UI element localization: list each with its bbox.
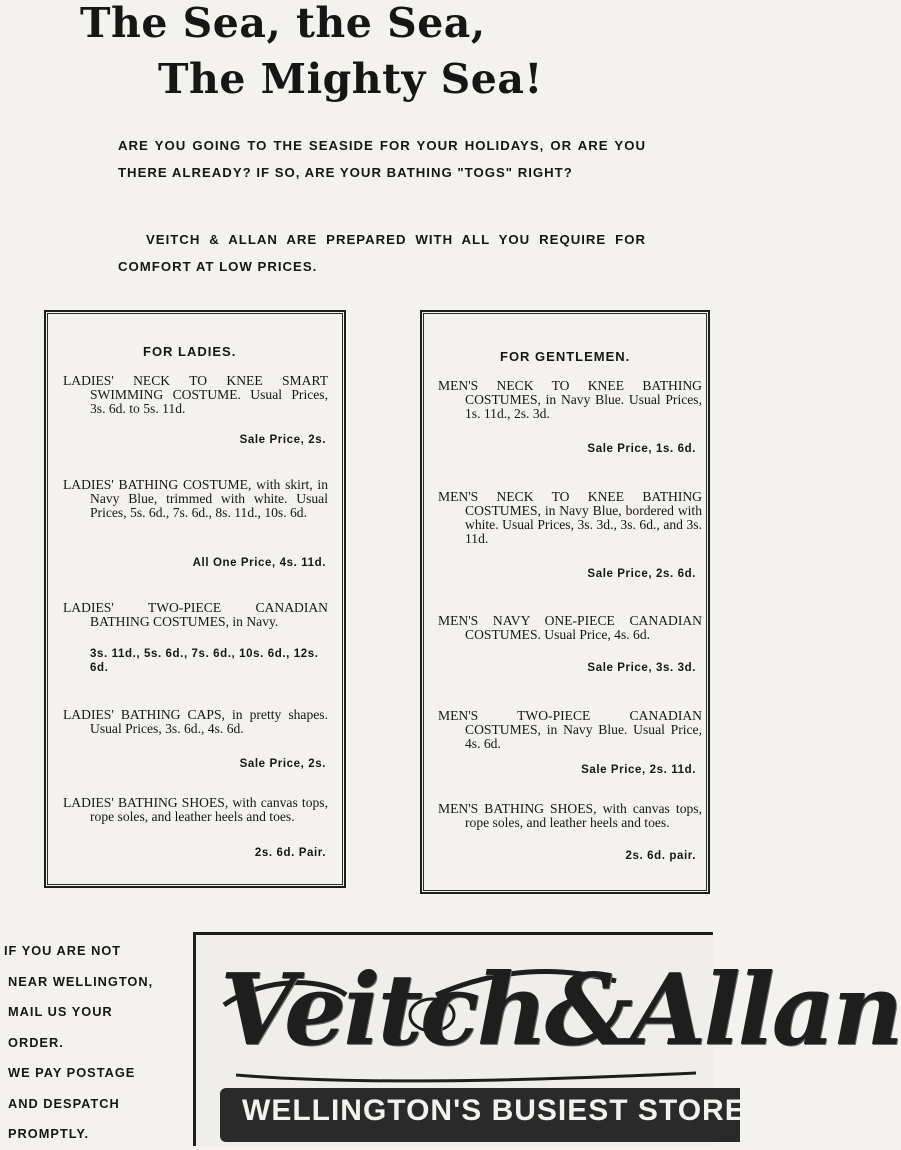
logo-tagline: WELLINGTON'S BUSIEST STORE <box>242 1094 746 1127</box>
ladies-section-title: FOR LADIES. <box>143 344 237 359</box>
mail-order-note <box>4 936 174 1150</box>
gentlemen-item <box>438 379 702 421</box>
item-price: All One Price, 4s. 11d. <box>192 557 326 569</box>
mail-note-line: MAIL US YOUR <box>8 1004 113 1019</box>
mail-note-line: PROMPTLY. <box>8 1126 90 1141</box>
gentlemen-item <box>438 802 702 830</box>
item-description: MEN'S NECK TO KNEE BATHING COSTUMES, in Navy Blue, bordered with white. Usual Prices, 3s. 3d., 3s. 6d., and 3s. 11d. <box>438 489 702 546</box>
mail-note-line: NEAR WELLINGTON, <box>8 973 154 989</box>
item-price: 2s. 6d. pair. <box>625 850 696 862</box>
intro-paragraph-2: VEITCH & ALLAN ARE PREPARED WITH ALL YOU REQUIRE FOR COMFORT AT LOW PRICES. <box>118 232 646 274</box>
item-description: MEN'S NECK TO KNEE BATHING COSTUMES, in Navy Blue. Usual Prices, 1s. 11d., 2s. 3d. <box>438 378 702 421</box>
item-description: MEN'S BATHING SHOES, with canvas tops, rope soles, and leather heels and toes. <box>438 801 702 830</box>
item-description: MEN'S NAVY ONE-PIECE CANADIAN COSTUMES. Usual Price, 4s. 6d. <box>438 613 702 642</box>
mail-note-line: AND DESPATCH <box>8 1095 120 1111</box>
item-price: Sale Price, 2s. 11d. <box>581 764 696 776</box>
item-description: LADIES' TWO-PIECE CANADIAN BATHING COSTUMES, in Navy. <box>63 600 328 629</box>
item-description: LADIES' BATHING SHOES, with canvas tops, rope soles, and leather heels and toes. <box>63 795 328 824</box>
mail-note-line: ORDER. <box>8 1034 64 1050</box>
gentlemen-section-title: FOR GENTLEMEN. <box>500 349 631 364</box>
headline-line-2: The Mighty Sea! <box>158 55 543 103</box>
ladies-item <box>63 708 328 736</box>
gentlemen-item <box>438 709 702 751</box>
intro-paragraph-1: ARE YOU GOING TO THE SEASIDE FOR YOUR HOLIDAYS, OR ARE YOU THERE ALREADY? IF SO, ARE YOUR BATHING "TOGS" RIGHT? <box>118 138 646 180</box>
ladies-item <box>63 796 328 824</box>
mail-note-line: WE PAY POSTAGE <box>8 1065 136 1080</box>
mail-note-line: IF YOU ARE NOT <box>4 943 122 958</box>
item-price: Sale Price, 2s. 6d. <box>587 568 696 580</box>
item-price: 2s. 6d. Pair. <box>254 847 326 859</box>
ladies-item <box>63 374 328 416</box>
ladies-item <box>63 601 328 629</box>
item-price: 3s. 11d., 5s. 6d., 7s. 6d., 10s. 6d., 12s. 6d. <box>90 648 319 674</box>
item-price: Sale Price, 2s. <box>239 758 326 770</box>
item-description: LADIES' BATHING CAPS, in pretty shapes. Usual Prices, 3s. 6d., 4s. 6d. <box>63 707 328 736</box>
logo-script-wordmark: Veitch&Allan <box>220 953 901 1068</box>
item-description: MEN'S TWO-PIECE CANADIAN COSTUMES, in Navy Blue. Usual Price, 4s. 6d. <box>438 708 702 751</box>
item-price: Sale Price, 3s. 3d. <box>587 662 696 674</box>
headline-line-1: The Sea, the Sea, <box>80 0 486 47</box>
ladies-item <box>63 478 328 520</box>
item-description: LADIES' NECK TO KNEE SMART SWIMMING COSTUME. Usual Prices, 3s. 6d. to 5s. 11d. <box>63 373 328 416</box>
gentlemen-section <box>420 310 710 894</box>
gentlemen-item <box>438 490 702 546</box>
item-price: Sale Price, 2s. <box>239 434 326 446</box>
store-logo <box>193 932 901 1146</box>
ladies-section <box>44 310 346 888</box>
item-description: LADIES' BATHING COSTUME, with skirt, in Navy Blue, trimmed with white. Usual Prices, 5s. 6d., 7s. 6d., 8s. 11d., 10s. 6d. <box>63 477 328 520</box>
gentlemen-item <box>438 614 702 642</box>
item-price: Sale Price, 1s. 6d. <box>587 443 696 455</box>
